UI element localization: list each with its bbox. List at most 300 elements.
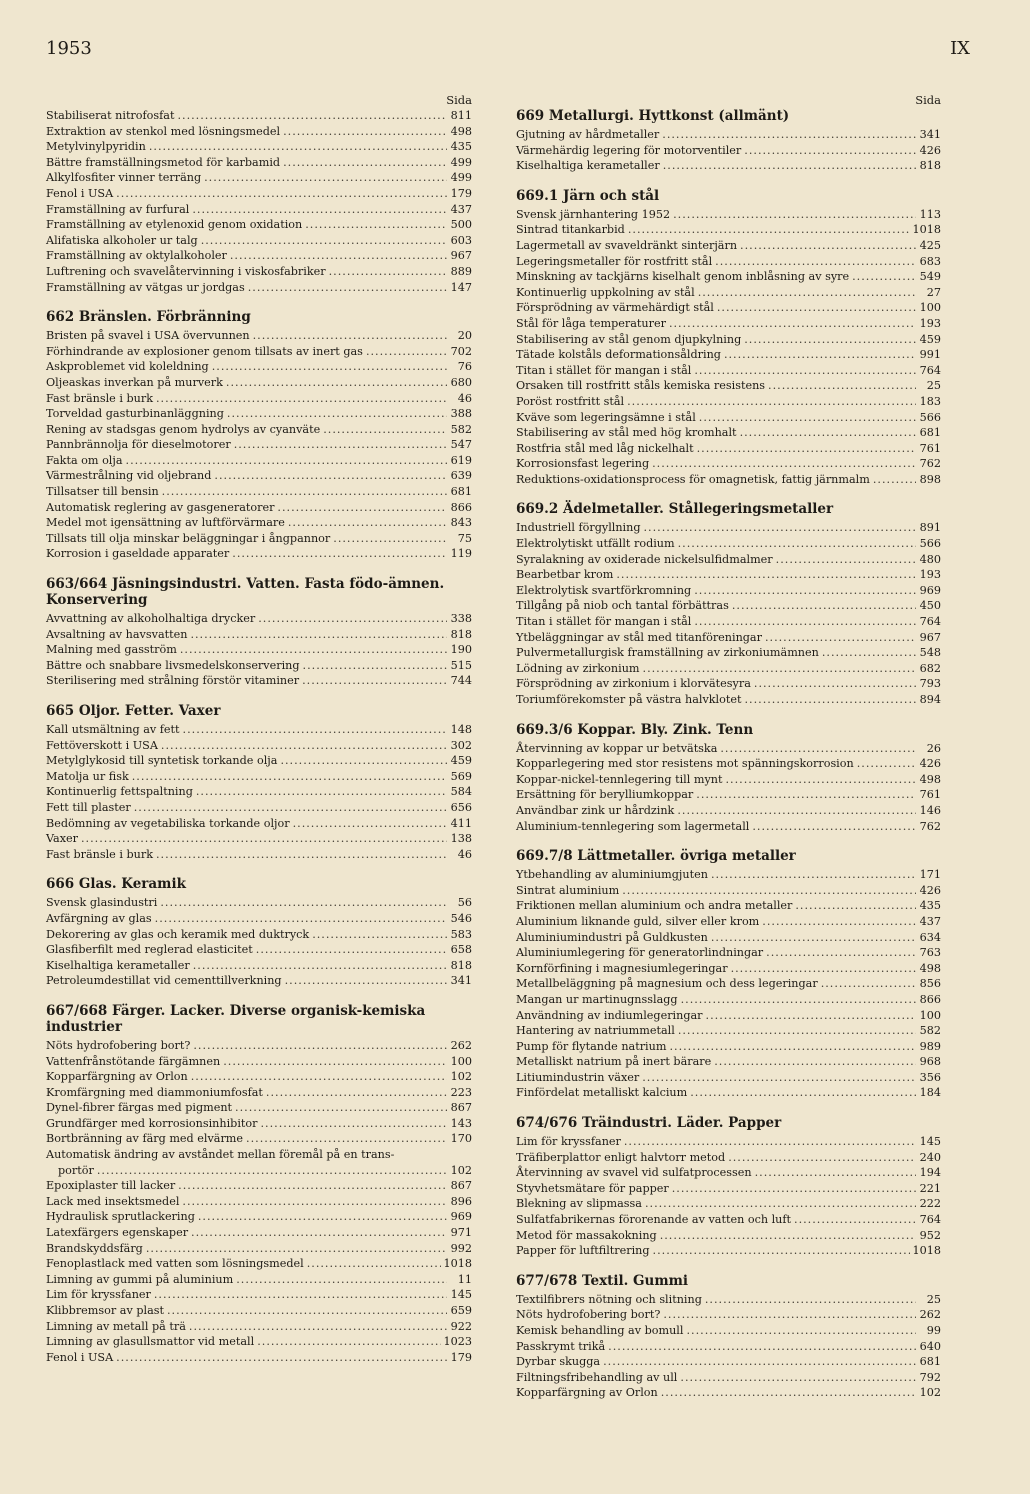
dot-leader <box>283 155 447 171</box>
entry-title: Kromfärgning med diammoniumfosfat <box>46 1085 263 1099</box>
index-entry <box>516 425 941 441</box>
page-number: 548 <box>919 646 941 660</box>
page-number: 1018 <box>912 1244 941 1258</box>
dot-leader <box>283 124 447 140</box>
entry-title: Metallbeläggning på magnesium och dess legeringar <box>516 977 818 991</box>
dot-leader <box>696 787 916 803</box>
dot-leader <box>196 784 447 800</box>
page-number: 566 <box>919 537 941 551</box>
dot-leader <box>333 531 447 547</box>
dot-leader <box>822 645 916 661</box>
page-number: 992 <box>450 1241 472 1255</box>
index-entry <box>516 756 941 772</box>
page-number: 640 <box>919 1339 941 1353</box>
dot-leader <box>744 692 916 708</box>
sida-label: Sida <box>915 93 941 107</box>
dot-leader <box>821 976 916 992</box>
page-number: 499 <box>450 171 472 185</box>
dot-leader <box>235 1100 447 1116</box>
dot-leader <box>212 359 447 375</box>
dot-leader <box>162 484 447 500</box>
page-number: 639 <box>450 469 472 483</box>
entry-title: Svensk järnhantering 1952 <box>516 207 671 221</box>
entry-title: Fakta om olja <box>46 453 123 467</box>
dot-leader <box>660 1228 916 1244</box>
index-entry <box>46 1241 472 1257</box>
index-entry <box>46 515 472 531</box>
entry-title: Kopparlegering med stor resistens mot spänningskorrosion <box>516 757 854 771</box>
dot-leader <box>204 170 447 186</box>
dot-leader <box>678 536 916 552</box>
index-entry <box>46 738 472 754</box>
dot-leader <box>266 1085 447 1101</box>
index-entry <box>516 961 941 977</box>
index-section <box>516 188 941 488</box>
entry-title: Användbar zink ur hårdzink <box>516 803 675 817</box>
dot-leader <box>672 1181 916 1197</box>
index-entry <box>46 202 472 218</box>
page-number: 26 <box>926 741 941 755</box>
dot-leader <box>260 1116 447 1132</box>
dot-leader <box>305 217 447 233</box>
index-entry <box>516 772 941 788</box>
page-number: 659 <box>450 1304 472 1317</box>
entry-title: Kopparfärgning av Orlon <box>516 1386 658 1400</box>
page-number: 968 <box>919 1055 941 1069</box>
page-number: 459 <box>919 332 941 346</box>
dot-leader <box>698 285 916 301</box>
dot-leader <box>663 158 916 174</box>
entry-title: Kemisk behandling av bomull <box>516 1324 684 1337</box>
index-entry <box>516 1134 941 1150</box>
dot-leader <box>681 992 916 1008</box>
page-number: 546 <box>450 911 472 925</box>
page-number: 240 <box>919 1150 941 1164</box>
page-number: 302 <box>450 738 472 752</box>
index-entry <box>46 1194 472 1210</box>
dot-leader <box>293 816 447 832</box>
index-entry <box>46 1287 472 1303</box>
index-section <box>516 722 941 835</box>
page-number: 388 <box>450 407 472 421</box>
page-number: 656 <box>450 800 472 814</box>
entry-title: Oljeaskas inverkan på murverk <box>46 375 223 389</box>
index-entry <box>46 769 472 785</box>
dot-leader <box>134 800 447 816</box>
entry-title: Orsaken till rostfritt ståls kemiska resistens <box>516 379 766 393</box>
page-number: 145 <box>450 1288 472 1302</box>
page-number: 680 <box>450 375 472 389</box>
page-number: 922 <box>450 1319 472 1333</box>
page-number: 952 <box>919 1228 941 1242</box>
section-title: 662 Bränslen. Förbränning <box>46 309 251 326</box>
dot-leader <box>226 375 447 391</box>
entry-title: Stål för låga temperaturer <box>516 316 666 330</box>
entry-title: Titan i stället för mangan i stål <box>516 363 692 377</box>
dot-leader <box>302 673 447 689</box>
entry-title: Nöts hydrofobering bort? <box>516 1308 661 1322</box>
entry-title: Aluminiumindustri på Guldkusten <box>516 930 708 944</box>
index-entry <box>516 347 941 363</box>
page-number: 967 <box>450 249 472 263</box>
index-entry <box>46 1054 472 1070</box>
dot-leader <box>680 1370 916 1386</box>
entry-title: Titan i stället för mangan i stål <box>516 615 692 629</box>
index-entry <box>516 222 941 238</box>
page-number: 549 <box>919 270 941 284</box>
page-number: 764 <box>919 363 941 377</box>
dot-leader <box>161 738 447 754</box>
index-entry <box>516 676 941 692</box>
dot-leader <box>669 316 916 332</box>
index-entry <box>46 1256 472 1272</box>
dot-leader <box>257 1334 440 1350</box>
dot-leader <box>690 1085 916 1101</box>
entry-title: Poröst rostfritt stål <box>516 394 625 408</box>
index-entry <box>516 127 941 143</box>
dot-leader <box>232 546 447 562</box>
dot-leader <box>167 1303 447 1319</box>
entry-title: Textilfibrers nötning och slitning <box>516 1292 702 1306</box>
index-entry <box>516 285 941 301</box>
entry-title: Kiselhaltiga kerametaller <box>46 958 190 972</box>
page-number: 425 <box>919 238 941 252</box>
section-title: 666 Glas. Keramik <box>46 876 186 893</box>
entry-title: Ytbeläggningar av stål med titanföreningar <box>516 630 762 644</box>
dot-leader <box>744 332 916 348</box>
entry-title: Korrosionsfast legering <box>516 457 650 471</box>
page-number: 138 <box>450 832 472 846</box>
index-entry <box>46 546 472 562</box>
entry-title: Dyrbar skugga <box>516 1355 601 1369</box>
page-number: 480 <box>919 552 941 566</box>
section-title: 667/668 Färger. Lacker. Diverse organisk-kemiska industrier <box>46 1002 426 1035</box>
page-number: 145 <box>919 1135 941 1149</box>
entry-title: Tillsatser till bensin <box>46 485 159 499</box>
index-entry <box>516 300 941 316</box>
page-number: 971 <box>450 1226 472 1240</box>
index-entry <box>46 753 472 769</box>
index-entry <box>46 375 472 391</box>
index-entry <box>46 1209 472 1225</box>
entry-title: Blekning av slipmassa <box>516 1197 642 1211</box>
entry-title: Koppar-nickel-tennlegering till mynt <box>516 772 723 786</box>
entry-title: Legeringsmetaller för rostfritt stål <box>516 254 713 268</box>
page-number: 119 <box>450 547 472 561</box>
page-number: 341 <box>450 974 472 988</box>
page-number: 792 <box>919 1370 941 1384</box>
entry-title: Elektrolytisk svartförkromning <box>516 583 692 597</box>
entry-title: Ersättning för berylliumkoppar <box>516 788 694 802</box>
index-entry <box>46 942 472 958</box>
entry-title: Bedömning av vegetabiliska torkande oljor <box>46 816 290 830</box>
index-entry <box>516 819 941 835</box>
page-number: 148 <box>450 723 472 736</box>
page-number: 634 <box>919 930 941 944</box>
entry-title: Framställning av etylenoxid genom oxidation <box>46 218 303 232</box>
index-entry <box>516 976 941 992</box>
index-entry <box>46 422 472 438</box>
index-entry <box>46 1100 472 1116</box>
entry-title: Fenol i USA <box>46 1350 114 1364</box>
entry-title: Toriumförekomster på västra halvklotet <box>516 693 742 706</box>
page-number: 761 <box>919 788 941 802</box>
entry-title: Bortbränning av färg med elvärme <box>46 1132 244 1146</box>
entry-title: Petroleumdestillat vid cementtillverkning <box>46 974 282 988</box>
dot-leader <box>686 1323 916 1339</box>
entry-title: Sintrad titankarbid <box>516 223 625 237</box>
page-number: 99 <box>926 1324 941 1337</box>
index-section <box>46 876 472 989</box>
entry-title: Torveldad gasturbinanläggning <box>46 407 224 421</box>
dot-leader <box>201 233 447 249</box>
page-number: 1018 <box>443 1257 472 1271</box>
page-number: 569 <box>450 769 472 783</box>
index-entry <box>516 661 941 677</box>
index-entry <box>516 930 941 946</box>
dot-leader <box>253 328 447 344</box>
index-entry <box>46 722 472 738</box>
index-entry <box>516 1307 941 1323</box>
index-entry <box>516 867 941 883</box>
index-entry <box>516 1070 941 1086</box>
dot-leader <box>705 1292 916 1308</box>
dot-leader <box>156 391 447 407</box>
page-number: 762 <box>919 457 941 471</box>
page-number: 967 <box>919 630 941 644</box>
entry-title: Värmehärdig legering för motorventiler <box>516 143 742 157</box>
section-title: 665 Oljor. Fetter. Vaxer <box>46 703 221 719</box>
dot-leader <box>766 945 916 961</box>
page-number: 793 <box>919 677 941 691</box>
index-entry <box>46 1038 472 1054</box>
dot-leader <box>234 437 447 453</box>
index-entry <box>516 332 941 348</box>
section-title: 669.2 Ädelmetaller. Stållegeringsmetaller <box>516 501 834 518</box>
entry-title: Tätade kolståls deformationsåldring <box>516 348 721 362</box>
entry-title: Värmestrålning vid oljebrand <box>46 469 212 483</box>
entry-title: Bearbetbar krom <box>516 568 614 582</box>
dot-leader <box>765 630 916 646</box>
entry-title: Avsaltning av havsvatten <box>46 627 188 641</box>
dot-leader <box>731 961 916 977</box>
index-entry <box>46 673 472 689</box>
page-number: 583 <box>450 927 472 941</box>
index-entry <box>46 927 472 943</box>
dot-leader <box>288 515 447 531</box>
entry-title: Lim för kryssfaner <box>516 1135 621 1149</box>
index-entry <box>516 207 941 223</box>
entry-title: Papper för luftfiltrering <box>516 1244 650 1258</box>
index-entry <box>46 1178 472 1194</box>
index-entry <box>46 391 472 407</box>
index-entry <box>46 895 472 911</box>
page-number: 341 <box>919 128 941 141</box>
dot-leader <box>653 1243 910 1259</box>
page-number: 683 <box>919 254 941 268</box>
index-entry <box>46 1350 472 1366</box>
dot-leader <box>183 722 447 738</box>
dot-leader <box>628 222 910 238</box>
entry-title: Kontinuerlig fettspaltning <box>46 785 193 799</box>
index-entry <box>516 158 941 174</box>
index-entry <box>516 552 941 568</box>
page-number: 867 <box>450 1101 472 1115</box>
dot-leader <box>694 583 916 599</box>
entry-title: Stabilisering av stål genom djupkylning <box>516 332 742 346</box>
page-number: 818 <box>450 958 472 972</box>
page-number: 223 <box>450 1085 472 1099</box>
page-number: 818 <box>450 627 472 641</box>
dot-leader <box>280 753 447 769</box>
index-entry <box>46 973 472 989</box>
index-entry <box>516 1292 941 1308</box>
dot-leader <box>768 378 916 394</box>
page-number: 147 <box>450 280 472 294</box>
entry-title: Fenol i USA <box>46 186 114 200</box>
index-entry <box>516 583 941 599</box>
section-title: 669.7/8 Lättmetaller. övriga metaller <box>516 848 796 865</box>
page-number: 764 <box>919 1213 941 1227</box>
index-entry <box>516 1008 941 1024</box>
dot-leader <box>699 410 916 426</box>
dot-leader <box>795 898 916 914</box>
page-number: 498 <box>919 961 941 975</box>
index-entry <box>46 468 472 484</box>
dot-leader <box>678 1023 916 1039</box>
page-number: 27 <box>926 285 941 299</box>
page-number: 11 <box>457 1272 472 1286</box>
entry-title: Sulfatfabrikernas förorenande av vatten och luft <box>516 1213 792 1227</box>
entry-title: Metylglykosid till syntetisk torkande olja <box>46 754 278 768</box>
page-number: 896 <box>450 1194 472 1208</box>
dot-leader <box>694 363 916 379</box>
index-entry <box>46 453 472 469</box>
index-entry <box>46 1334 472 1350</box>
page-number: 102 <box>919 1386 941 1400</box>
dot-leader <box>303 658 447 674</box>
page-number: 989 <box>919 1039 941 1053</box>
index-entry <box>516 441 941 457</box>
dot-leader <box>616 567 916 583</box>
index-entry <box>516 363 941 379</box>
entry-title: Matolja ur fisk <box>46 769 129 783</box>
page-number: 193 <box>919 316 941 330</box>
page-number: 681 <box>919 426 941 440</box>
entry-title: Pannbrännolja för dieselmotorer <box>46 438 231 452</box>
dot-leader <box>715 254 916 270</box>
dot-leader <box>728 1150 916 1166</box>
entry-title: Vaxer <box>46 832 78 846</box>
index-entry <box>516 1196 941 1212</box>
page-number: 681 <box>450 485 472 499</box>
page-number: 566 <box>919 410 941 424</box>
index-entry <box>516 394 941 410</box>
index-entry <box>46 108 472 124</box>
dot-leader <box>663 1307 916 1323</box>
index-entry <box>46 1303 472 1319</box>
dot-leader <box>230 248 447 264</box>
entry-title: Avvattning av alkoholhaltiga drycker <box>46 612 256 626</box>
page-number: 56 <box>457 896 472 910</box>
dot-leader <box>366 344 447 360</box>
page-number: 146 <box>919 803 941 817</box>
entry-title: Kiselhaltiga kerametaller <box>516 159 660 173</box>
index-section <box>46 1003 472 1365</box>
index-entry <box>516 992 941 1008</box>
index-section <box>516 1115 941 1259</box>
entry-title: Aluminium-tennlegering som lagermetall <box>516 819 750 833</box>
dot-leader <box>762 914 916 930</box>
page-number: 891 <box>919 521 941 535</box>
entry-title: Kväve som legeringsämne i stål <box>516 410 696 424</box>
page-number: 426 <box>919 757 941 771</box>
entry-title: Latexfärgers egenskaper <box>46 1226 189 1240</box>
index-entry <box>46 642 472 658</box>
page-number: 76 <box>457 360 472 374</box>
entry-title: Alkylfosfiter vinner terräng <box>46 171 202 185</box>
dot-leader <box>323 422 447 438</box>
page-number: 75 <box>457 531 472 545</box>
entry-title: Reduktions-oxidationsprocess för omagnetisk, fattig järnmalm <box>516 472 870 486</box>
index-entry <box>516 692 941 708</box>
right-column <box>516 93 941 1415</box>
index-entry <box>516 1165 941 1181</box>
entry-title: Sintrat aluminium <box>516 883 620 897</box>
dot-leader <box>236 1272 447 1288</box>
page-number: 102 <box>450 1163 472 1177</box>
page-number: 658 <box>450 943 472 957</box>
index-entry <box>516 645 941 661</box>
page-number: 338 <box>450 612 472 626</box>
index-section <box>516 501 941 707</box>
index-entry <box>516 1212 941 1228</box>
index-entry <box>46 800 472 816</box>
entry-title: Extraktion av stenkol med lösningsmedel <box>46 124 281 138</box>
index-entry <box>516 1150 941 1166</box>
dot-leader <box>622 883 916 899</box>
entry-title: Epoxiplaster till lacker <box>46 1179 176 1193</box>
index-entry <box>46 1069 472 1085</box>
page-number: 761 <box>919 441 941 455</box>
index-entry <box>516 630 941 646</box>
dot-leader <box>146 1241 447 1257</box>
index-entry <box>46 437 472 453</box>
entry-title: Alifatiska alkoholer ur talg <box>46 233 198 247</box>
page-number: 1023 <box>443 1335 472 1349</box>
dot-leader <box>116 1350 447 1366</box>
index-entry <box>46 344 472 360</box>
dot-leader <box>227 406 447 422</box>
dot-leader <box>81 831 447 847</box>
entry-title: Metod för massakokning <box>516 1228 657 1242</box>
dot-leader <box>193 958 447 974</box>
entry-title: Fettöverskott i USA <box>46 738 158 752</box>
page-number: 459 <box>450 754 472 768</box>
dot-leader <box>603 1354 916 1370</box>
dot-leader <box>643 661 916 677</box>
dot-leader <box>744 143 916 159</box>
index-entry <box>46 155 472 171</box>
dot-leader <box>755 1165 916 1181</box>
index-section <box>46 309 472 562</box>
dot-leader <box>214 468 447 484</box>
entry-title: Limning av glasullsmattor vid metall <box>46 1335 255 1349</box>
index-section <box>46 576 472 689</box>
section-title: 669 Metallurgi. Hyttkonst (allmänt) <box>516 108 790 124</box>
index-entry <box>516 254 941 270</box>
entry-title: Framställning av oktylalkoholer <box>46 249 227 263</box>
